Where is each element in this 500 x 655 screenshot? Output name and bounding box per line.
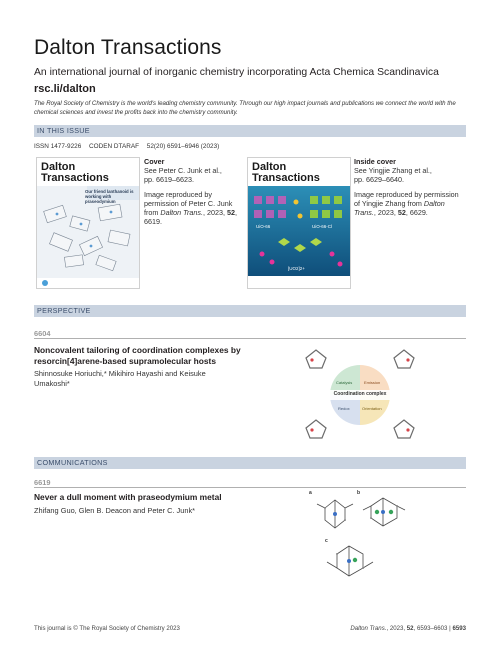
- footer-copyright: This journal is © The Royal Society of Chemistry 2023: [34, 625, 180, 632]
- inside-cover-credit: Image reproduced by permission of Yingjie Zhang from: [354, 190, 459, 208]
- inside-cover-pages: pp. 6629–6640.: [354, 175, 404, 184]
- perspective-figure-q3: Redox: [338, 406, 350, 411]
- inside-cover-caption: [354, 157, 464, 217]
- cover-credit: Image reproduced by permission of Peter C. Junk from: [144, 190, 233, 217]
- cover-brand: Dalton Transactions: [41, 161, 109, 184]
- communications-bar: [34, 457, 466, 469]
- perspective-figure-q4: Orientation: [362, 406, 382, 411]
- perspective-label: PERSPECTIVE: [37, 306, 91, 315]
- perspective-bar: [34, 305, 466, 317]
- in-this-issue-label: IN THIS ISSUE: [37, 126, 90, 135]
- inside-cover-credit-page: , 6629.: [405, 208, 428, 217]
- inside-cover-credit-journal: Dalton Trans.: [354, 199, 445, 217]
- footer-citation: [350, 625, 466, 632]
- communications-figure-art: [305, 488, 420, 593]
- communications-page-number[interactable]: 6619: [34, 478, 51, 487]
- inside-cover-ref: See Yingjie Zhang et al.,: [354, 166, 432, 175]
- cover-ref: See Peter C. Junk et al.,: [144, 166, 222, 175]
- inside-cover-image: [247, 157, 351, 289]
- perspective-figure: [300, 340, 420, 450]
- cover-heading: Cover: [144, 157, 165, 166]
- cover-pages: pp. 6619–6623.: [144, 175, 194, 184]
- journal-subtitle: An international journal of inorganic chemistry incorporating Acta Chemica Scandinavica: [34, 67, 439, 78]
- footer-journal: Dalton Trans.: [350, 625, 387, 632]
- footer-volume: 52: [406, 625, 414, 632]
- cover-headline: Our friend lanthanoid is working with praseodymium: [85, 189, 134, 204]
- inside-cover-heading: Inside cover: [354, 157, 396, 166]
- communications-title[interactable]: Never a dull moment with praseodymium metal: [34, 492, 222, 502]
- perspective-figure-q2: Emission: [364, 380, 381, 385]
- perspective-page-number[interactable]: 6604: [34, 329, 51, 338]
- cover-credit-vol: 52: [226, 208, 235, 217]
- footer-year: , 2023,: [386, 625, 407, 632]
- footer-separator: |: [447, 625, 453, 632]
- perspective-authors: Shinnosuke Horiuchi,* Mikihiro Hayashi and Keisuke Umakoshi*: [34, 369, 206, 388]
- cover-caption: [144, 157, 238, 226]
- inside-cover-brand: Dalton Transactions: [252, 161, 320, 184]
- inside-cover-label-1: UiO-66: [256, 224, 271, 229]
- perspective-title[interactable]: Noncovalent tailoring of coordination complexes by resorcin[4]arene-based supramolecular hosts: [34, 345, 241, 366]
- inside-cover-credit-year: , 2023,: [373, 208, 396, 217]
- communications-figure-label-b: b: [357, 490, 361, 496]
- inside-cover-label-2: UiO-66-Cl: [312, 224, 333, 229]
- issn-line: [34, 143, 225, 150]
- rsc-about-text: The Royal Society of Chemistry is the world's leading chemistry community. Through our high impact journals and publications we connect the world with the chemical sciences and invest the profits back into the chemistry community.: [34, 100, 456, 116]
- perspective-figure-center: Coordination complex: [333, 391, 387, 397]
- footer-page-number: 6593: [452, 625, 466, 632]
- cover-credit-journal: Dalton Trans.: [160, 208, 203, 217]
- issn: ISSN 1477-9226: [34, 143, 82, 150]
- in-this-issue-bar: [34, 125, 466, 137]
- footer-pages: , 6593–6603: [413, 625, 448, 632]
- communications-authors: Zhifang Guo, Glen B. Deacon and Peter C. Junk*: [34, 506, 196, 515]
- cover-illustration: [37, 158, 140, 289]
- coden: CODEN DTARAF: [89, 143, 139, 150]
- communications-figure-label-a: a: [309, 490, 312, 496]
- cover-credit-year: , 2023,: [202, 208, 225, 217]
- communications-figure-label-c: c: [325, 538, 328, 544]
- journal-title: Dalton Transactions: [34, 36, 222, 59]
- perspective-figure-q1: Catalysis: [336, 380, 353, 385]
- communications-label: COMMUNICATIONS: [37, 458, 108, 467]
- cover-credit-page: , 6619.: [144, 208, 237, 226]
- perspective-rule: [34, 338, 466, 339]
- volume-info: 52(20) 6591–6946 (2023): [146, 143, 220, 150]
- inside-cover-label-3: [UO2]2+: [288, 266, 305, 271]
- inside-cover-credit-vol: 52: [397, 208, 406, 217]
- communications-figure: [305, 488, 420, 593]
- cover-image: [36, 157, 140, 289]
- journal-url[interactable]: rsc.li/dalton: [34, 83, 96, 95]
